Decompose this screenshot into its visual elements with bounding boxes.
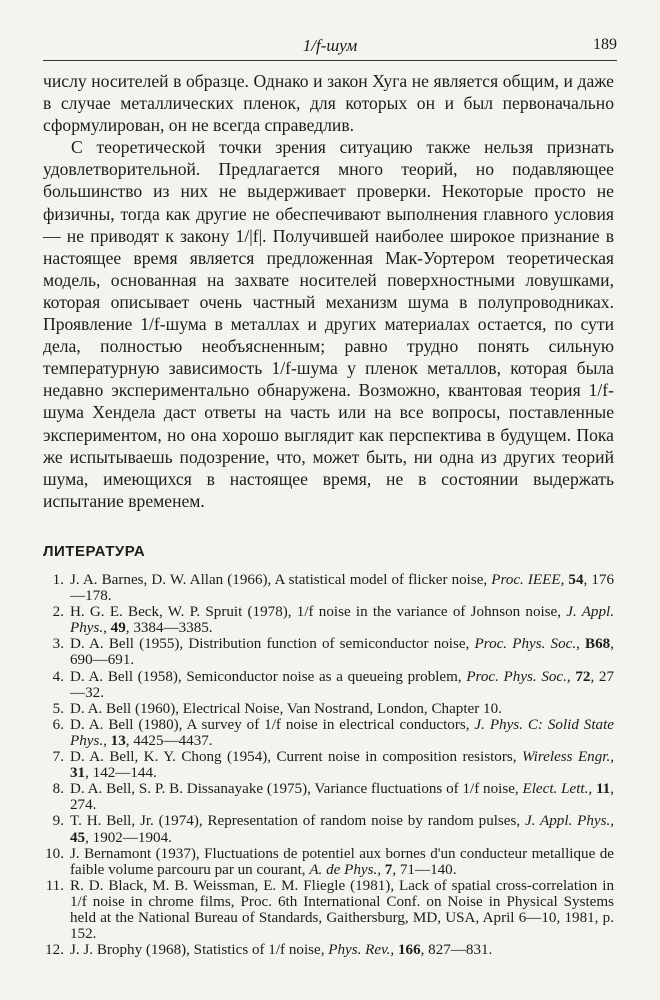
reference-item: [22, 813, 614, 845]
reference-text: [70, 878, 614, 942]
reference-volume: 49: [110, 620, 126, 637]
reference-authors-title: D. A. Bell, K. Y. Chong (1954), Current noise in composition resistors,: [70, 749, 522, 766]
reference-text: [70, 572, 614, 604]
reference-volume: 13: [110, 732, 126, 749]
header-rule: [43, 60, 617, 61]
references-list: [22, 572, 614, 958]
reference-journal: Elect. Lett.,: [522, 781, 593, 798]
reference-number: 10.: [45, 845, 64, 862]
reference-journal: Proc. Phys. Soc.,: [474, 636, 580, 653]
paragraph: С теоретической точки зрения ситуацию также нельзя признать удовлетворительной. Предлагается много теорий, но подавляющее большинство из них не выдерживает проверки. Некоторые просто не физичны, тогда как другие не обеспечивают выполнения главного условия — не приводят к закону 1/|f|. Получившей наиболее широкое признание в настоящее время является предложенная Мак-Уортером теоретическая модель, основанная на захвате носителей поверхностными ловушками, которая описывает очень частный механизм шума в полупроводниках. Проявление 1/f-шума в металлах и других материалах остается, по сути дела, полностью необъясненным; равно трудно понять сильную температурную зависимость 1/f-шума у пленок металлов, которая была недавно экспериментально обнаружена. Возможно, квантовая теория 1/f-шума Хендела даст ответы на часть или на все вопросы, поставленные экспериментом, но она хорошо выглядит как перспектива в будущем. Пока же испытываешь подозрение, что, может быть, ни одна из других теорий шума, имеющихся в настоящее время, не в состоянии выдержать испытание временем.: [43, 137, 614, 511]
reference-authors-title: J. Bernamont (1937), Fluctuations de potentiel aux bornes d'un conducteur metallique de faible volume parcouru par un courant,: [70, 845, 614, 878]
reference-journal: Proc. Phys. Soc.,: [466, 668, 571, 685]
reference-volume: 54: [568, 572, 584, 588]
reference-authors-title: D. A. Bell (1980), A survey of 1/f noise in electrical conductors,: [70, 716, 475, 733]
reference-number: 2.: [52, 604, 64, 621]
reference-volume: 166: [397, 942, 421, 959]
reference-volume: B68: [585, 636, 611, 653]
reference-item: [22, 781, 614, 813]
reference-volume: 31: [70, 765, 86, 782]
reference-item: [22, 572, 614, 604]
reference-authors-title: J. A. Barnes, D. W. Allan (1966), A statistical model of flicker noise,: [70, 572, 492, 588]
reference-text: [70, 846, 614, 878]
reference-pages: , 4425—4437.: [125, 732, 213, 749]
reference-text: [70, 749, 614, 781]
reference-item: [22, 669, 614, 701]
reference-text: [70, 701, 614, 717]
reference-volume: 11: [595, 781, 611, 798]
reference-volume: 72: [575, 668, 591, 685]
reference-number: 6.: [52, 716, 64, 733]
reference-authors-title: D. A. Bell, S. P. B. Dissanayake (1975), Variance fluctuations of 1/f noise,: [70, 781, 523, 798]
reference-number: 7.: [52, 749, 64, 766]
reference-volume: 45: [70, 829, 86, 846]
reference-text: [70, 942, 614, 958]
page-header: [0, 36, 660, 60]
paragraph: числу носителей в образце. Однако и закон Хуга не является общим, и даже в случае металлических пленок, для которых он и был первоначально сформулирован, он не всегда справедлив.: [43, 71, 614, 136]
reference-authors-title: T. H. Bell, Jr. (1974), Representation of random noise by random pulses,: [70, 813, 525, 830]
reference-text: [70, 717, 614, 749]
reference-number: 3.: [52, 636, 64, 653]
reference-item: [22, 636, 614, 668]
reference-number: 4.: [52, 668, 64, 685]
reference-item: [22, 942, 614, 958]
reference-journal: Phys. Rev.,: [328, 942, 395, 959]
references-heading: ЛИТЕРАТУРА: [43, 543, 146, 560]
reference-text: [70, 604, 614, 636]
reference-pages: , 1902—1904.: [85, 829, 172, 846]
reference-pages: , 827—831.: [420, 942, 493, 959]
page-number: 189: [593, 36, 617, 53]
reference-journal: Proc. IEEE,: [491, 572, 565, 588]
reference-journal: Wireless Engr.,: [521, 749, 614, 766]
reference-number: 9.: [52, 813, 64, 830]
reference-journal: J. Phys. C: Solid State Phys.,: [70, 716, 614, 749]
reference-pages: , 274.: [70, 781, 614, 814]
reference-text: [70, 781, 614, 813]
reference-item: [22, 717, 614, 749]
body-text: [43, 70, 614, 512]
reference-authors-title: D. A. Bell (1955), Distribution function of semiconductor noise,: [70, 636, 475, 653]
reference-volume: 7: [384, 861, 393, 878]
reference-authors-title: R. D. Black, M. B. Weissman, E. M. Fliegle (1981), Lack of spatial cross-correlation in 1/f noise in chrome films, Proc. 6th International Conf. on Noise in Physical Systems held at the National Bureau of Standards, Gaithersburg, MD, USA, April 6—10, 1981, p. 152.: [70, 877, 614, 943]
reference-journal: A. de Phys.,: [309, 861, 381, 878]
reference-number: 12.: [45, 942, 64, 959]
reference-item: [22, 604, 614, 636]
reference-item: [22, 701, 614, 717]
reference-number: 1.: [52, 572, 64, 588]
reference-pages: , 690—691.: [70, 636, 614, 669]
reference-pages: , 27—32.: [70, 668, 614, 701]
reference-number: 5.: [52, 700, 64, 717]
running-title: 1/f-шум: [302, 36, 358, 55]
reference-text: [70, 636, 614, 668]
reference-number: 11.: [45, 877, 64, 894]
reference-authors-title: D. A. Bell (1960), Electrical Noise, Van Nostrand, London, Chapter 10.: [70, 700, 502, 717]
reference-pages: , 142—144.: [85, 765, 157, 782]
reference-journal: J. Appl. Phys.,: [524, 813, 614, 830]
reference-pages: , 71—140.: [392, 861, 457, 878]
reference-authors-title: D. A. Bell (1958), Semiconductor noise as a queueing problem,: [70, 668, 467, 685]
reference-journal: J. Appl. Phys.,: [70, 604, 614, 637]
reference-text: [70, 669, 614, 701]
reference-item: [22, 846, 614, 878]
reference-pages: , 3384—3385.: [125, 620, 213, 637]
reference-number: 8.: [52, 781, 64, 798]
reference-text: [70, 813, 614, 845]
reference-authors-title: H. G. E. Beck, W. P. Spruit (1978), 1/f noise in the variance of Johnson noise,: [70, 604, 567, 621]
reference-item: [22, 878, 614, 942]
reference-item: [22, 749, 614, 781]
reference-authors-title: J. J. Brophy (1968), Statistics of 1/f noise,: [70, 942, 329, 959]
reference-pages: , 176—178.: [70, 572, 614, 605]
